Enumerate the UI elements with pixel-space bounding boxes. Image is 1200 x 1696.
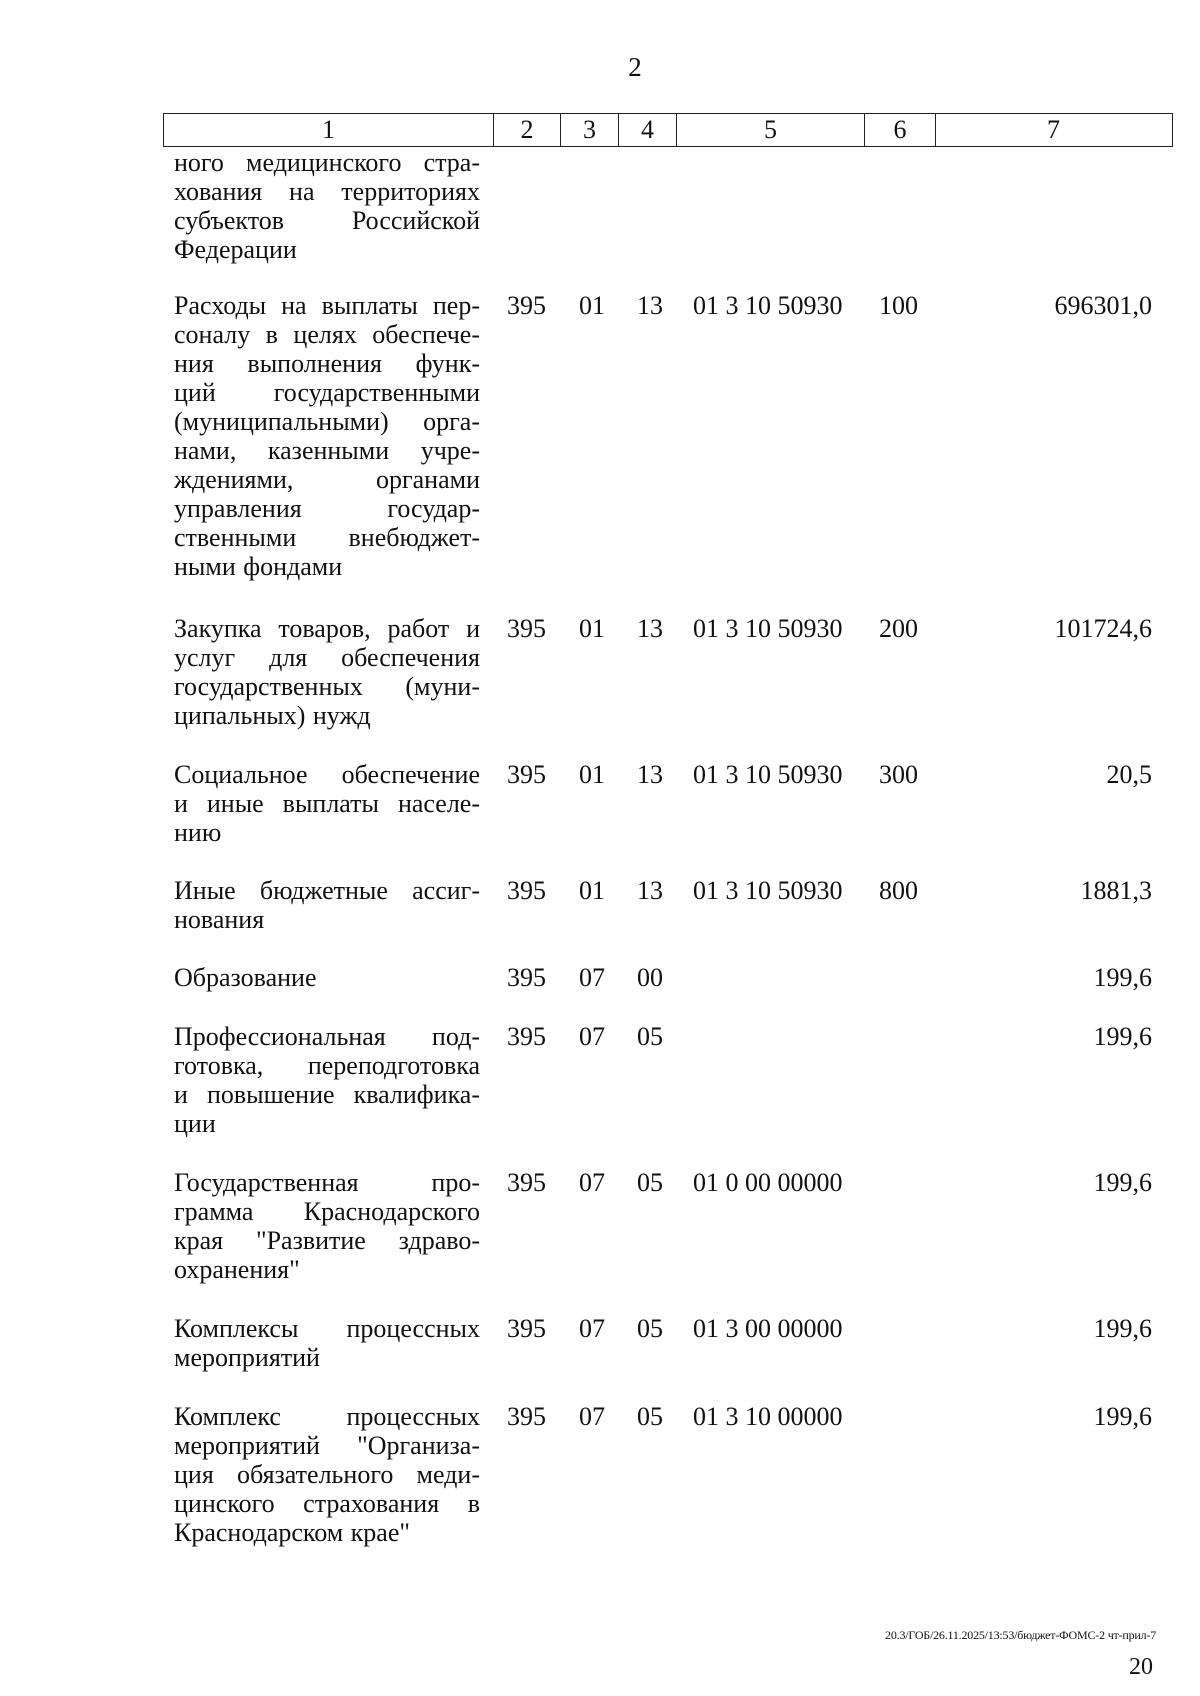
row-name-line: нования [174,905,265,934]
row-name-line: грамма Краснодарского [174,1197,480,1226]
cell-c5: 01 3 10 50930 [693,876,843,905]
cell-c2: 395 [507,614,546,643]
row-name-line: управления государ- [174,494,480,523]
table-header [163,113,1173,147]
row-name [174,1402,480,1547]
cell-c6: 200 [879,614,918,643]
cell-c4: 00 [637,963,663,992]
row-name-line: и иные выплаты населе- [174,789,480,818]
row-name-line: Образование [174,963,317,992]
row-name-line: Комплекс процессных [174,1402,480,1431]
cell-c5: 01 0 00 00000 [693,1168,843,1197]
cell-c7: 199,6 [1093,1168,1152,1197]
row-name-line: ственными внебюджет- [174,523,480,552]
cell-c2: 395 [507,1022,546,1051]
row-name-line: нами, казенными учре- [174,436,480,465]
row-name-line: Социальное обеспечение [174,760,480,789]
row-name-line: соналу в целях обеспече- [174,320,480,349]
cell-c2: 395 [507,1314,546,1343]
row-name-line: (муниципальными) орга- [174,407,480,436]
cell-c6: 100 [879,291,918,320]
row-name [174,614,480,730]
cell-c2: 395 [507,291,546,320]
row-name-line: ципальных) нужд [174,701,371,730]
row-name-line: субъектов Российской [174,206,480,235]
row-name-line: Профессиональная под- [174,1022,480,1051]
cell-c3: 07 [579,1314,605,1343]
row-name-line: хования на территориях [174,177,480,206]
cell-c4: 05 [637,1402,663,1431]
header-col-5: 5 [677,114,865,146]
cell-c3: 07 [579,1402,605,1431]
row-name [174,148,480,264]
page-number: 2 [628,52,642,82]
header-col-2: 2 [494,114,561,146]
cell-c3: 07 [579,963,605,992]
cell-c4: 13 [637,876,663,905]
row-name [174,876,480,934]
row-name-line: готовка, переподготовка [174,1051,480,1080]
row-name [174,291,480,581]
row-name-line: мероприятий [174,1343,320,1372]
row-name-line: Расходы на выплаты пер- [174,291,480,320]
row-name-line: ного медицинского стра- [174,148,480,177]
cell-c4: 05 [637,1314,663,1343]
cell-c2: 395 [507,1168,546,1197]
header-col-3: 3 [561,114,619,146]
row-name-line: и повышение квалифика- [174,1080,480,1109]
cell-c5: 01 3 10 50930 [693,760,843,789]
cell-c4: 05 [637,1168,663,1197]
row-name-line: Закупка товаров, работ и [174,614,480,643]
row-name [174,963,480,992]
footer-sheet-number: 20 [1129,1654,1153,1680]
row-name-line: ция обязательного меди- [174,1460,480,1489]
row-name-line: Комплексы процессных [174,1314,480,1343]
row-name [174,1168,480,1284]
cell-c7: 696301,0 [1054,291,1152,320]
cell-c6: 300 [879,760,918,789]
row-name-line: услуг для обеспечения [174,643,480,672]
cell-c7: 199,6 [1093,1314,1152,1343]
cell-c5: 01 3 10 00000 [693,1402,843,1431]
header-col-6: 6 [865,114,936,146]
row-name-line: ций государственными [174,378,480,407]
cell-c2: 395 [507,963,546,992]
cell-c5: 01 3 10 50930 [693,291,843,320]
row-name [174,1022,480,1138]
row-name-line: охранения" [174,1255,300,1284]
row-name-line: ждениями, органами [174,465,480,494]
row-name-line: ции [174,1109,216,1138]
cell-c7: 1881,3 [1080,876,1152,905]
cell-c5: 01 3 10 50930 [693,614,843,643]
row-name-line: ными фондами [174,552,343,581]
row-name [174,1314,480,1372]
cell-c7: 199,6 [1093,1022,1152,1051]
header-col-1: 1 [164,114,494,146]
row-name-line: Иные бюджетные ассиг- [174,876,480,905]
cell-c7: 20,5 [1106,760,1152,789]
row-name-line: Государственная про- [174,1168,480,1197]
cell-c3: 01 [579,291,605,320]
footer-document-code: 20.3/ГОБ/26.11.2025/13:53/бюджет-ФОМС-2 чт-прил-7 [885,1628,1156,1642]
row-name-line: цинского страхования в [174,1489,480,1518]
cell-c5: 01 3 00 00000 [693,1314,843,1343]
cell-c4: 13 [637,291,663,320]
cell-c3: 07 [579,1168,605,1197]
row-name-line: Федерации [174,235,297,264]
cell-c3: 01 [579,614,605,643]
cell-c4: 13 [637,614,663,643]
cell-c7: 101724,6 [1054,614,1152,643]
cell-c4: 05 [637,1022,663,1051]
cell-c2: 395 [507,760,546,789]
header-col-7: 7 [1047,115,1060,144]
cell-c3: 01 [579,876,605,905]
cell-c7: 199,6 [1093,1402,1152,1431]
cell-c2: 395 [507,1402,546,1431]
cell-c7: 199,6 [1093,963,1152,992]
row-name-line: Краснодарском крае" [174,1518,410,1547]
header-col-4: 4 [619,114,677,146]
row-name-line: мероприятий "Организа- [174,1431,480,1460]
cell-c2: 395 [507,876,546,905]
row-name-line: государственных (муни- [174,672,480,701]
row-name-line: ния выполнения функ- [174,349,480,378]
row-name-line: края "Развитие здраво- [174,1226,480,1255]
cell-c3: 01 [579,760,605,789]
row-name-line: нию [174,818,222,847]
cell-c6: 800 [879,876,918,905]
cell-c4: 13 [637,760,663,789]
row-name [174,760,480,847]
cell-c3: 07 [579,1022,605,1051]
